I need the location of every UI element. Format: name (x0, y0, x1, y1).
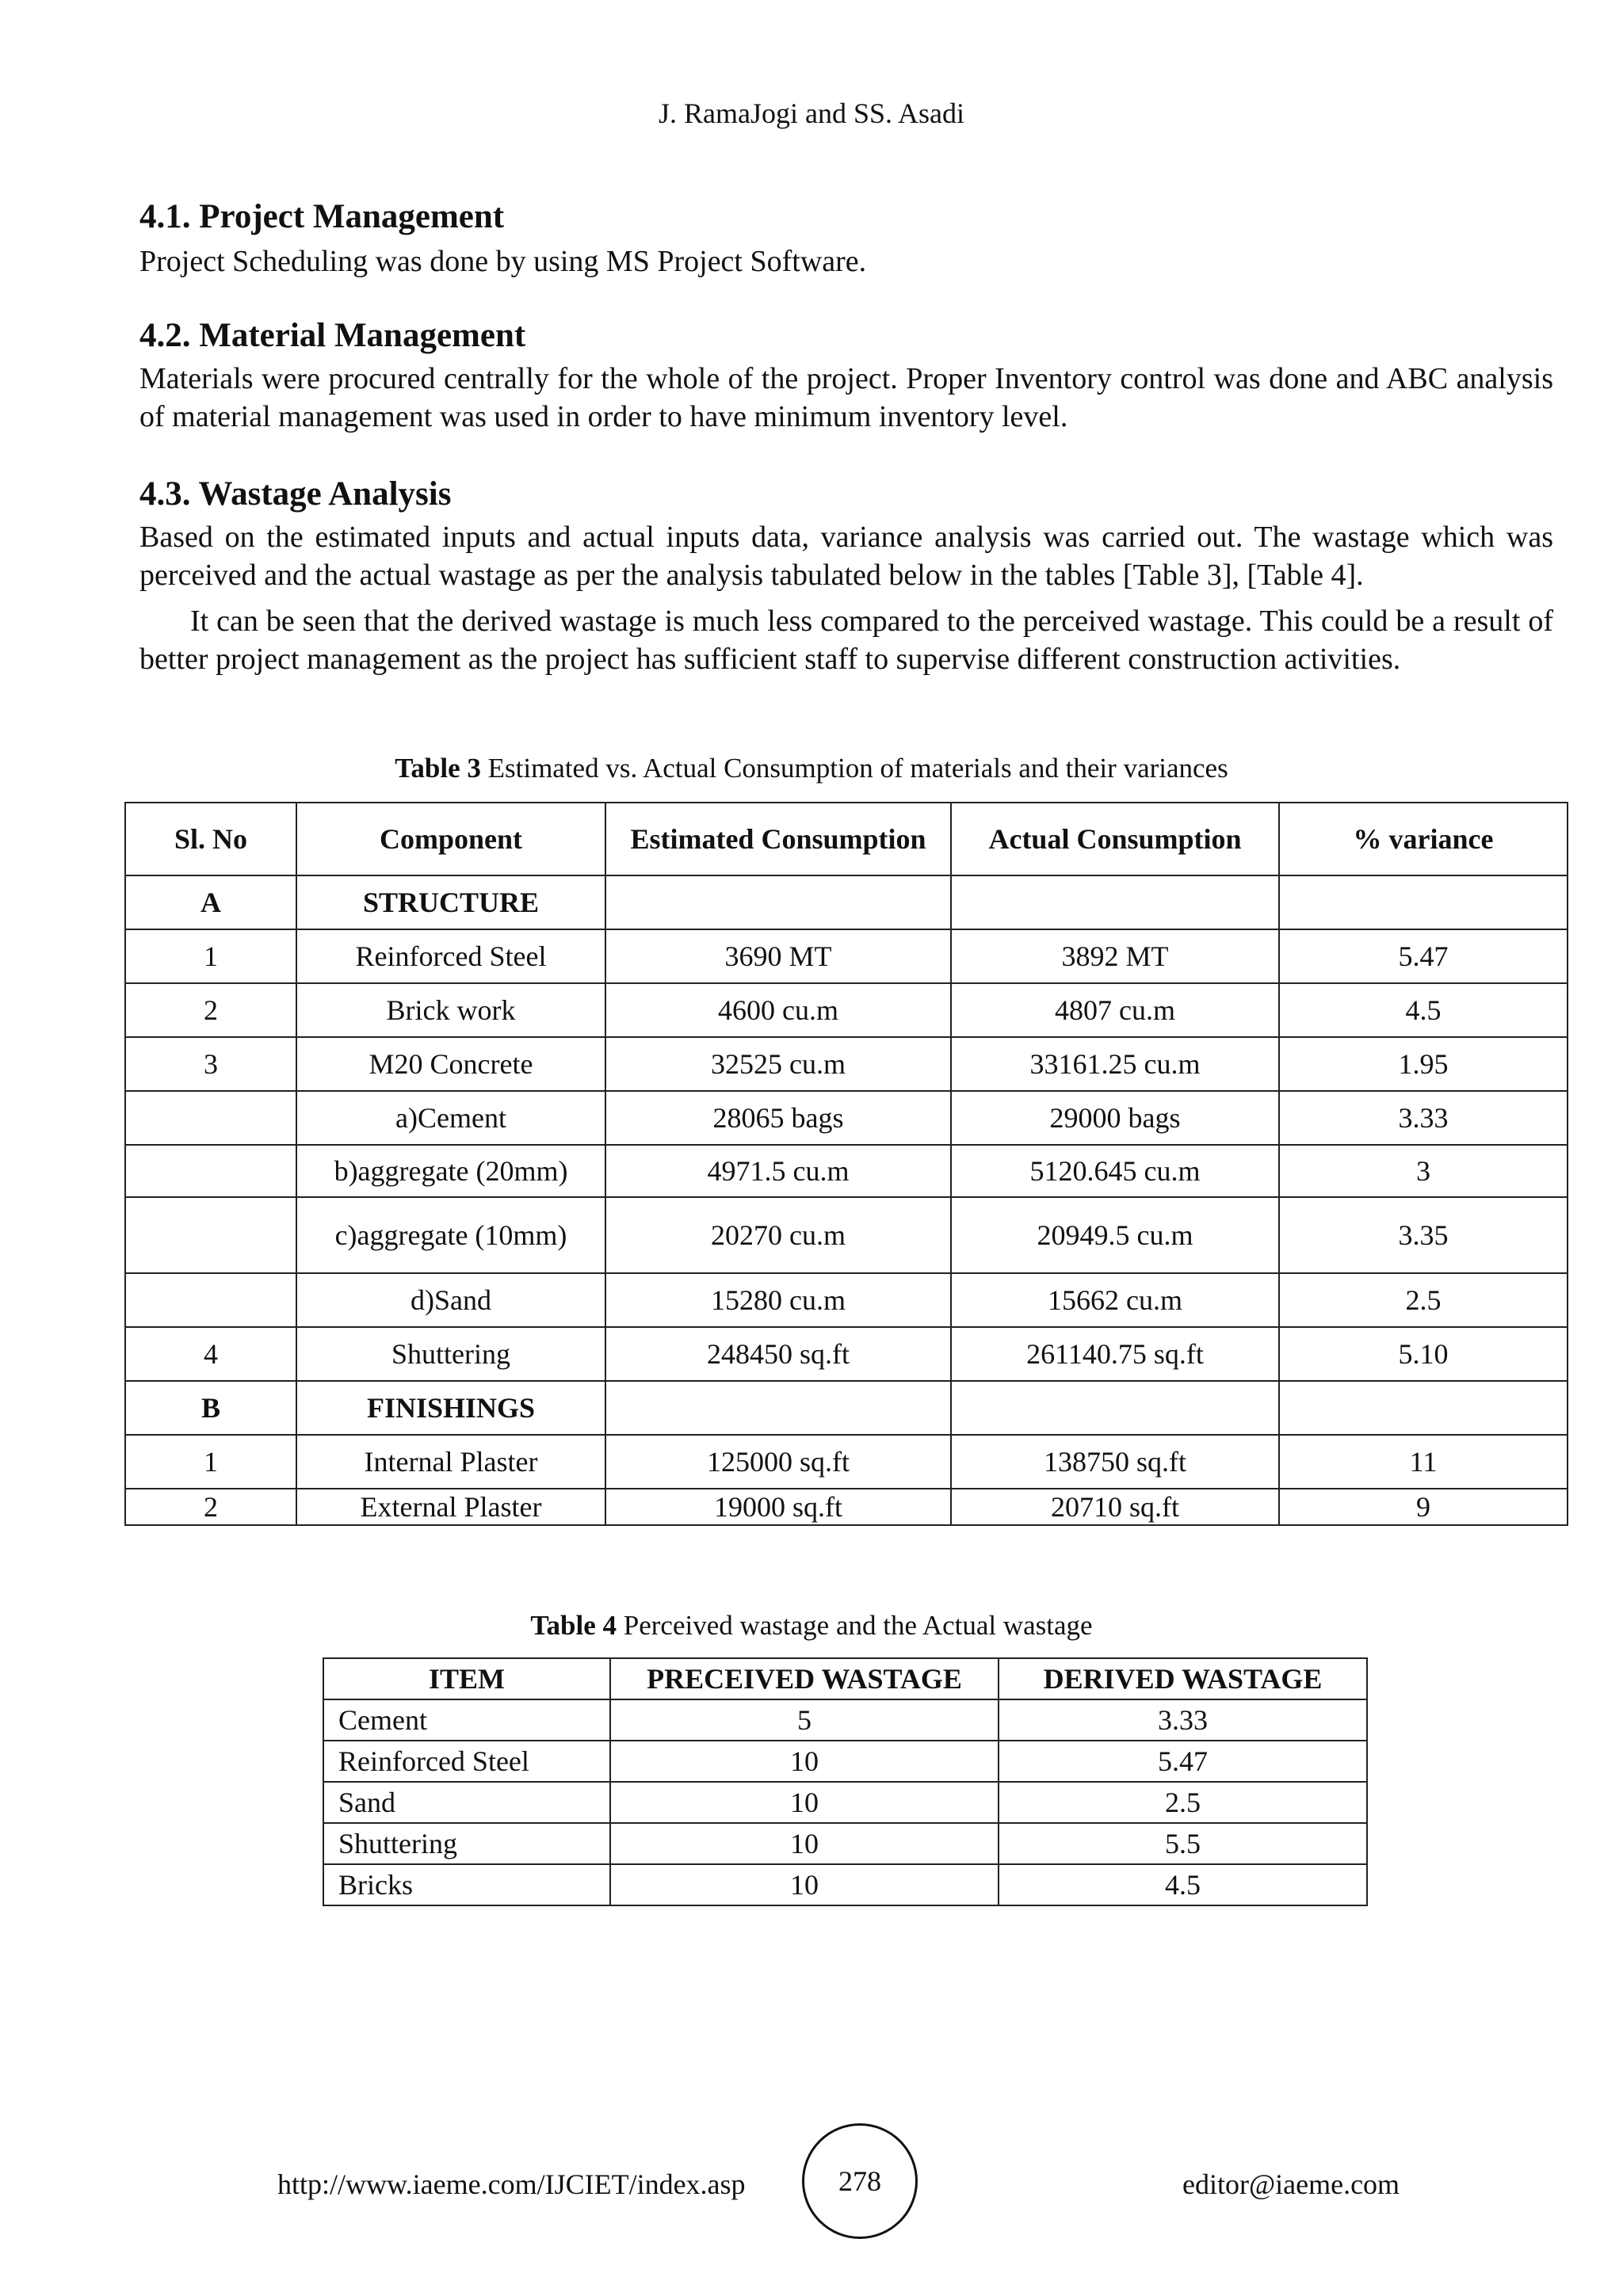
table4-caption (0, 1610, 1623, 1642)
table3-cell: 3892 MT (951, 929, 1279, 983)
table4-cell: Bricks (323, 1864, 610, 1905)
page-footer (0, 2123, 1623, 2242)
table-row (125, 1381, 1568, 1435)
table3-cell: 15662 cu.m (951, 1273, 1279, 1327)
table3-cell: d)Sand (296, 1273, 605, 1327)
table-row (323, 1782, 1367, 1823)
table4-cell: 10 (610, 1741, 999, 1782)
table3-cell: 4971.5 cu.m (605, 1145, 951, 1197)
table3-cell: 15280 cu.m (605, 1273, 951, 1327)
table3-cell (1279, 875, 1568, 929)
table3-cell: 33161.25 cu.m (951, 1037, 1279, 1091)
table4-cell: Shuttering (323, 1823, 610, 1864)
table4-cell: 10 (610, 1823, 999, 1864)
table-row (125, 1435, 1568, 1489)
table3-cell: c)aggregate (10mm) (296, 1197, 605, 1273)
section-heading: 4.1. Project Management (139, 198, 505, 235)
table3-cell: 248450 sq.ft (605, 1327, 951, 1381)
table3-cell: Brick work (296, 983, 605, 1037)
table3-cell (951, 875, 1279, 929)
table3-cell: 19000 sq.ft (605, 1489, 951, 1525)
table3-cell: External Plaster (296, 1489, 605, 1525)
table3-cell: 29000 bags (951, 1091, 1279, 1145)
table3-cell: 2 (125, 983, 296, 1037)
table-row (323, 1699, 1367, 1741)
table3-cell: 4600 cu.m (605, 983, 951, 1037)
table3 (124, 802, 1568, 1526)
section-wastage-analysis (139, 474, 1553, 678)
paragraph: It can be seen that the derived wastage is much less compared to the perceived wastage. This could be a result of better project management as the project has sufficient staff to supervise different construction activities. (139, 605, 1553, 676)
table-row (125, 1489, 1568, 1525)
table4-header-row (323, 1658, 1367, 1699)
table3-cell (125, 1091, 296, 1145)
table3-cell: 20949.5 cu.m (951, 1197, 1279, 1273)
table3-cell (951, 1381, 1279, 1435)
table-row (125, 1037, 1568, 1091)
table3-cell: 5120.645 cu.m (951, 1145, 1279, 1197)
table-row (323, 1823, 1367, 1864)
table3-cell: 11 (1279, 1435, 1568, 1489)
table3-cell: 4807 cu.m (951, 983, 1279, 1037)
table3-header: Actual Consumption (951, 803, 1279, 875)
table3-cell: Shuttering (296, 1327, 605, 1381)
table3-cell: 3690 MT (605, 929, 951, 983)
table3-cell: Internal Plaster (296, 1435, 605, 1489)
table3-cell (125, 1273, 296, 1327)
table3-cell: 9 (1279, 1489, 1568, 1525)
page-number-circle (802, 2123, 918, 2239)
table3-cell: b)aggregate (20mm) (296, 1145, 605, 1197)
table4-cell: Cement (323, 1699, 610, 1741)
table-row (125, 983, 1568, 1037)
table4-cell: 3.33 (999, 1699, 1367, 1741)
table-row (125, 929, 1568, 983)
table3-cell: 4 (125, 1327, 296, 1381)
table-row (125, 1091, 1568, 1145)
table4-cell: 5.5 (999, 1823, 1367, 1864)
table3-cell: 125000 sq.ft (605, 1435, 951, 1489)
table4-cell: Sand (323, 1782, 610, 1823)
table3-cell: 3.33 (1279, 1091, 1568, 1145)
table3-cell: A (125, 875, 296, 929)
table3-cell (605, 1381, 951, 1435)
table4-cell: 2.5 (999, 1782, 1367, 1823)
table4-header: PRECEIVED WASTAGE (610, 1658, 999, 1699)
section-heading: 4.2. Material Management (139, 317, 526, 354)
table3-cell (125, 1197, 296, 1273)
table-row (125, 1197, 1568, 1273)
table4-cell: 10 (610, 1864, 999, 1905)
page-number: 278 (838, 2165, 881, 2197)
table-row (125, 1327, 1568, 1381)
table3-cell: a)Cement (296, 1091, 605, 1145)
table3-cell: B (125, 1381, 296, 1435)
table3-cell: 3 (1279, 1145, 1568, 1197)
table-row (125, 1145, 1568, 1197)
table3-cell: 3.35 (1279, 1197, 1568, 1273)
footer-email[interactable]: editor@iaeme.com (1182, 2168, 1400, 2200)
table4-cell: 5.47 (999, 1741, 1367, 1782)
table3-cell (125, 1145, 296, 1197)
table-row (125, 875, 1568, 929)
table4 (323, 1657, 1368, 1906)
footer-url[interactable]: http://www.iaeme.com/IJCIET/index.asp (277, 2168, 746, 2200)
table3-cell: 1 (125, 929, 296, 983)
table3-cell: 2 (125, 1489, 296, 1525)
table3-header: Sl. No (125, 803, 296, 875)
table3-cell (1279, 1381, 1568, 1435)
table3-cell (605, 875, 951, 929)
table3-header: Component (296, 803, 605, 875)
table3-cell: 261140.75 sq.ft (951, 1327, 1279, 1381)
table4-caption-text: Perceived wastage and the Actual wastage (617, 1610, 1093, 1641)
table3-cell: 2.5 (1279, 1273, 1568, 1327)
table3-cell: FINISHINGS (296, 1381, 605, 1435)
table3-cell: Reinforced Steel (296, 929, 605, 983)
table3-cell: 138750 sq.ft (951, 1435, 1279, 1489)
table4-header: DERIVED WASTAGE (999, 1658, 1367, 1699)
table4-header: ITEM (323, 1658, 610, 1699)
table3-cell: STRUCTURE (296, 875, 605, 929)
table3-header-row (125, 803, 1568, 875)
table3-cell: 1 (125, 1435, 296, 1489)
table3-cell: 5.47 (1279, 929, 1568, 983)
table4-caption-label: Table 4 (530, 1610, 617, 1641)
table4-cell: Reinforced Steel (323, 1741, 610, 1782)
table3-cell: 32525 cu.m (605, 1037, 951, 1091)
table-row (323, 1864, 1367, 1905)
table3-cell: M20 Concrete (296, 1037, 605, 1091)
table3-cell: 20270 cu.m (605, 1197, 951, 1273)
section-heading: 4.3. Wastage Analysis (139, 475, 452, 513)
table4-cell: 10 (610, 1782, 999, 1823)
table4-cell: 4.5 (999, 1864, 1367, 1905)
table3-cell: 28065 bags (605, 1091, 951, 1145)
table-row (323, 1741, 1367, 1782)
table3-cell: 20710 sq.ft (951, 1489, 1279, 1525)
paragraph: Based on the estimated inputs and actual inputs data, variance analysis was carried out. The wastage which was perceived and the actual wastage as per the analysis tabulated below in the tables [Table 3], [Table 4]. (139, 521, 1553, 592)
table3-caption-text: Estimated vs. Actual Consumption of materials and their variances (480, 753, 1228, 784)
table3-caption-label: Table 3 (395, 753, 481, 784)
paragraph: Materials were procured centrally for the whole of the project. Proper Inventory control was done and ABC analysis of material management was used in order to have minimum inventory level. (139, 362, 1553, 433)
table3-caption (0, 753, 1623, 784)
table-row (125, 1273, 1568, 1327)
table3-cell: 4.5 (1279, 983, 1568, 1037)
table3-cell: 1.95 (1279, 1037, 1568, 1091)
table3-header: Estimated Consumption (605, 803, 951, 875)
table3-cell: 5.10 (1279, 1327, 1568, 1381)
table4-cell: 5 (610, 1699, 999, 1741)
section-project-management (139, 196, 1553, 280)
table3-cell: 3 (125, 1037, 296, 1091)
running-head: J. RamaJogi and SS. Asadi (658, 97, 964, 129)
table3-header: % variance (1279, 803, 1568, 875)
paragraph: Project Scheduling was done by using MS Project Software. (139, 245, 867, 278)
section-material-management (139, 315, 1553, 436)
